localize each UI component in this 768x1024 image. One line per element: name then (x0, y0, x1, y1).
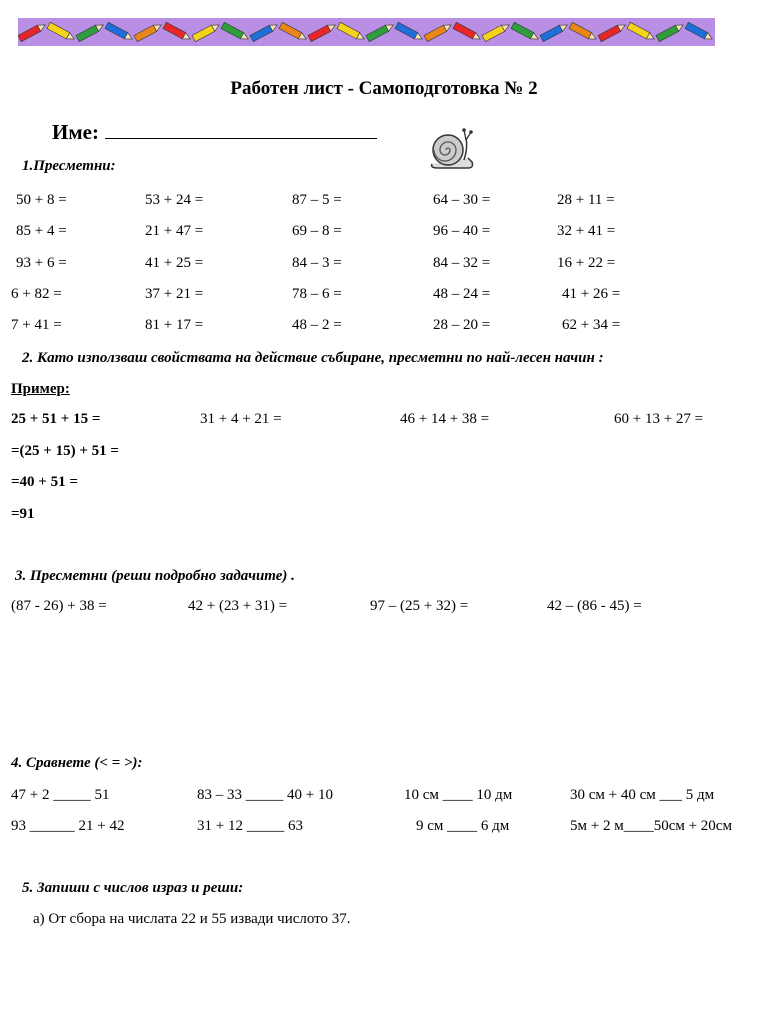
task1-expression: 28 + 11 = (557, 192, 615, 208)
name-line[interactable] (105, 118, 377, 139)
task4-item: 31 + 12 _____ 63 (197, 818, 303, 834)
task1-expression: 64 – 30 = (433, 192, 491, 208)
name-field[interactable] (52, 118, 377, 145)
task1-expression: 53 + 24 = (145, 192, 204, 208)
task1-expression: 16 + 22 = (557, 255, 616, 271)
task1-expression: 6 + 82 = (11, 286, 62, 302)
task2-heading: 2. Като използваш свойствата на действие събиране, пресметни по най-лесен начин : (22, 350, 604, 366)
task2-exercise: 60 + 13 + 27 = (614, 411, 704, 427)
task3-exercise: 97 – (25 + 32) = (370, 598, 469, 614)
task1-expression: 84 – 32 = (433, 255, 491, 271)
task1-expression: 93 + 6 = (16, 255, 67, 271)
task2-exercise: 31 + 4 + 21 = (200, 411, 282, 427)
task1-expression: 37 + 21 = (145, 286, 204, 302)
task1-expression: 28 – 20 = (433, 317, 491, 333)
task5-item: а) От сбора на числата 22 и 55 извади числото 37. (33, 911, 351, 927)
task4-item: 9 см ____ 6 дм (416, 818, 510, 834)
example-line: =(25 + 15) + 51 = (11, 443, 119, 459)
task1-expression: 84 – 3 = (292, 255, 342, 271)
task1-expression: 96 – 40 = (433, 223, 491, 239)
example-line: 25 + 51 + 15 = (11, 411, 101, 427)
crayon-border (18, 18, 715, 46)
task1-expression: 48 – 2 = (292, 317, 342, 333)
snail-icon (428, 124, 476, 172)
task4-heading: 4. Сравнете (< = >): (11, 755, 143, 771)
task3-exercise: (87 - 26) + 38 = (11, 598, 107, 614)
task5-heading: 5. Запиши с числов израз и реши: (22, 880, 244, 896)
task1-heading: 1.Пресметни: (22, 158, 116, 174)
task2-exercise: 46 + 14 + 38 = (400, 411, 490, 427)
page-title: Работен лист - Самоподготовка № 2 (230, 78, 538, 99)
task1-expression: 21 + 47 = (145, 223, 204, 239)
task1-expression: 32 + 41 = (557, 223, 616, 239)
task1-expression: 41 + 26 = (562, 286, 621, 302)
task4-item: 5м + 2 м____50см + 20см (570, 818, 732, 834)
example-line: =91 (11, 506, 35, 522)
task1-expression: 48 – 24 = (433, 286, 491, 302)
task4-item: 93 ______ 21 + 42 (11, 818, 125, 834)
task1-expression: 85 + 4 = (16, 223, 67, 239)
task1-expression: 81 + 17 = (145, 317, 204, 333)
task4-item: 30 см + 40 см ___ 5 дм (570, 787, 715, 803)
task1-expression: 62 + 34 = (562, 317, 621, 333)
name-label: Име: (52, 120, 99, 144)
example-line: =40 + 51 = (11, 474, 78, 490)
task4-item: 47 + 2 _____ 51 (11, 787, 110, 803)
task1-expression: 69 – 8 = (292, 223, 342, 239)
task1-expression: 50 + 8 = (16, 192, 67, 208)
task3-heading: 3. Пресметни (реши подробно задачите) . (15, 568, 295, 584)
task1-expression: 7 + 41 = (11, 317, 62, 333)
task1-expression: 87 – 5 = (292, 192, 342, 208)
example-label: Пример: (11, 381, 70, 397)
task3-exercise: 42 – (86 - 45) = (547, 598, 642, 614)
task3-exercise: 42 + (23 + 31) = (188, 598, 288, 614)
task4-item: 83 – 33 _____ 40 + 10 (197, 787, 333, 803)
task1-expression: 78 – 6 = (292, 286, 342, 302)
task4-item: 10 см ____ 10 дм (404, 787, 513, 803)
task1-expression: 41 + 25 = (145, 255, 204, 271)
